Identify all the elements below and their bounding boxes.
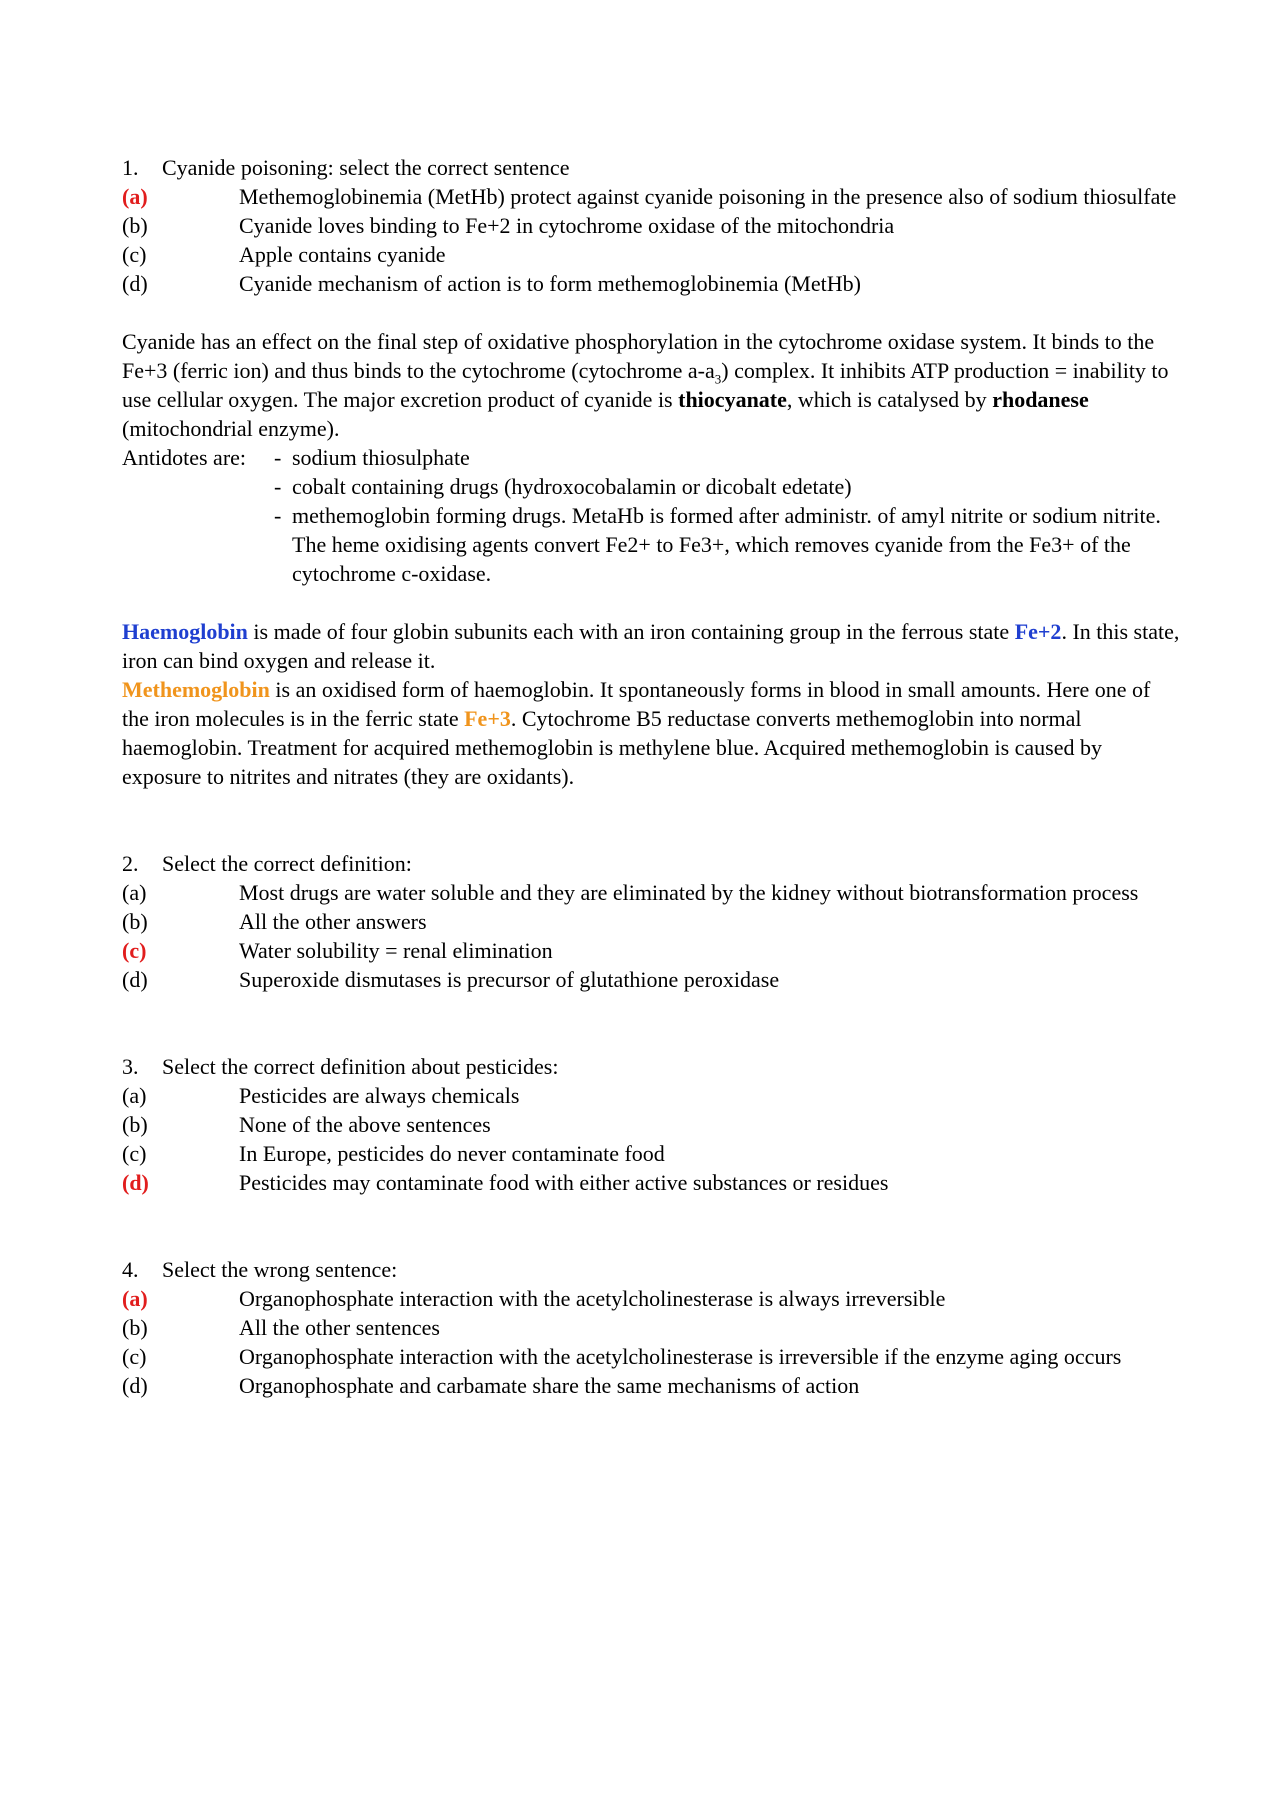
answer-option bbox=[122, 1081, 1182, 1110]
answer-option bbox=[122, 1139, 1182, 1168]
answer-option bbox=[122, 1284, 1182, 1313]
antidote-item: - methemoglobin forming drugs. MetaHb is formed after administr. of amyl nitrite or sodium nitrite. The heme oxidising agents convert Fe2+ to Fe3+, which removes cyanide from the Fe3+ of the cytochrome c-oxidase. bbox=[274, 503, 1161, 586]
question-title bbox=[122, 849, 1182, 878]
cyanide-paragraph: Cyanide has an effect on the final step of oxidative phosphorylation in the cytochrome oxidase system. It binds to the Fe+3 (ferric ion) and thus binds to the cytochrome (cytochrome $a-a_3$) complex. It inhibits ATP production = inability to use cellular oxygen. The major excretion product of cyanide is thiocyanate, which is catalysed by rhodanese (mitochondrial enzyme). bbox=[122, 329, 1169, 441]
option-letter-correct: (a) bbox=[122, 1286, 148, 1311]
antidotes-list bbox=[274, 443, 1182, 588]
answer-option bbox=[122, 1313, 1182, 1342]
answer-option bbox=[122, 1371, 1182, 1400]
option-letter: (b) bbox=[122, 213, 148, 238]
option-text: Organophosphate interaction with the acetylcholinesterase is always irreversible bbox=[239, 1286, 946, 1311]
option-letter: (d) bbox=[122, 1373, 148, 1398]
question-title bbox=[122, 1052, 1182, 1081]
methemoglobin-paragraph: Methemoglobin is an oxidised form of haemoglobin. It spontaneously forms in blood in small amounts. Here one of the iron molecules is in the ferric state Fe+3. Cytochrome B5 reductase converts methemoglobin into normal haemoglobin. Treatment for acquired methemoglobin is methylene blue. Acquired methemoglobin is caused by exposure to nitrites and nitrates (they are oxidants). bbox=[122, 677, 1151, 789]
explanation-cyanide bbox=[122, 327, 1182, 588]
option-text: Water solubility = renal elimination bbox=[239, 938, 553, 963]
option-list bbox=[122, 1284, 1182, 1400]
antidote-item: - sodium thiosulphate bbox=[274, 445, 470, 470]
antidotes-label: Antidotes are: bbox=[122, 445, 247, 470]
answer-option bbox=[122, 269, 1182, 298]
option-text: Most drugs are water soluble and they are eliminated by the kidney without biotransformation process bbox=[239, 880, 1139, 905]
option-text: All the other answers bbox=[239, 909, 427, 934]
option-text: Organophosphate and carbamate share the same mechanisms of action bbox=[239, 1373, 860, 1398]
option-letter: (c) bbox=[122, 1344, 147, 1369]
option-letter: (d) bbox=[122, 271, 148, 296]
option-text: Apple contains cyanide bbox=[239, 242, 446, 267]
option-letter-correct: (d) bbox=[122, 1170, 149, 1195]
answer-option bbox=[122, 936, 1182, 965]
question-number: 3. bbox=[122, 1054, 139, 1079]
question-text: Select the correct definition: bbox=[162, 851, 412, 876]
option-text: Superoxide dismutases is precursor of glutathione peroxidase bbox=[239, 967, 780, 992]
answer-option bbox=[122, 907, 1182, 936]
question-1 bbox=[122, 153, 1182, 298]
term-fe2: Fe+2 bbox=[1014, 619, 1062, 644]
question-text: Select the wrong sentence: bbox=[162, 1257, 398, 1282]
option-letter: (d) bbox=[122, 967, 148, 992]
option-letter-correct: (a) bbox=[122, 184, 148, 209]
option-text: All the other sentences bbox=[239, 1315, 440, 1340]
term-thiocyanate: thiocyanate bbox=[678, 387, 787, 412]
answer-option bbox=[122, 1168, 1182, 1197]
option-text: Pesticides are always chemicals bbox=[239, 1083, 520, 1108]
question-text: Select the correct definition about pesticides: bbox=[162, 1054, 559, 1079]
option-list bbox=[122, 1081, 1182, 1197]
option-letter: (a) bbox=[122, 1083, 147, 1108]
antidotes-block bbox=[122, 443, 1182, 588]
answer-option bbox=[122, 211, 1182, 240]
question-number: 4. bbox=[122, 1257, 139, 1282]
option-text: Pesticides may contaminate food with either active substances or residues bbox=[239, 1170, 889, 1195]
option-letter: (c) bbox=[122, 1141, 147, 1166]
question-title bbox=[122, 153, 1182, 182]
question-2 bbox=[122, 849, 1182, 994]
question-text: Cyanide poisoning: select the correct sentence bbox=[162, 155, 570, 180]
option-letter-correct: (c) bbox=[122, 938, 147, 963]
option-letter: (b) bbox=[122, 1315, 148, 1340]
option-text: In Europe, pesticides do never contaminate food bbox=[239, 1141, 665, 1166]
question-title bbox=[122, 1255, 1182, 1284]
answer-option bbox=[122, 878, 1182, 907]
term-methemoglobin: Methemoglobin bbox=[122, 677, 270, 702]
question-3 bbox=[122, 1052, 1182, 1197]
question-number: 1. bbox=[122, 155, 139, 180]
option-text: Cyanide loves binding to Fe+2 in cytochrome oxidase of the mitochondria bbox=[239, 213, 895, 238]
haemoglobin-paragraph: Haemoglobin is made of four globin subunits each with an iron containing group in the ferrous state Fe+2. In this state, iron can bind oxygen and release it. bbox=[122, 619, 1180, 673]
answer-option bbox=[122, 1342, 1182, 1371]
option-text: Methemoglobinemia (MetHb) protect against cyanide poisoning in the presence also of sodium thiosulfate bbox=[239, 184, 1177, 209]
option-list bbox=[122, 182, 1182, 298]
option-letter: (b) bbox=[122, 1112, 148, 1137]
answer-option bbox=[122, 240, 1182, 269]
option-letter: (a) bbox=[122, 880, 147, 905]
option-letter: (c) bbox=[122, 242, 147, 267]
answer-option bbox=[122, 1110, 1182, 1139]
explanation-haemoglobin bbox=[122, 617, 1182, 791]
option-list bbox=[122, 878, 1182, 994]
antidote-item: - cobalt containing drugs (hydroxocobalamin or dicobalt edetate) bbox=[274, 474, 852, 499]
document-page bbox=[122, 153, 1182, 1400]
term-fe3: Fe+3 bbox=[464, 706, 511, 731]
question-4 bbox=[122, 1255, 1182, 1400]
option-text: Organophosphate interaction with the acetylcholinesterase is irreversible if the enzyme aging occurs bbox=[239, 1344, 1122, 1369]
option-text: None of the above sentences bbox=[239, 1112, 491, 1137]
option-letter: (b) bbox=[122, 909, 148, 934]
option-text: Cyanide mechanism of action is to form methemoglobinemia (MetHb) bbox=[239, 271, 861, 296]
term-rhodanese: rhodanese bbox=[992, 387, 1089, 412]
answer-option bbox=[122, 965, 1182, 994]
question-number: 2. bbox=[122, 851, 139, 876]
answer-option bbox=[122, 182, 1182, 211]
term-haemoglobin: Haemoglobin bbox=[122, 619, 248, 644]
